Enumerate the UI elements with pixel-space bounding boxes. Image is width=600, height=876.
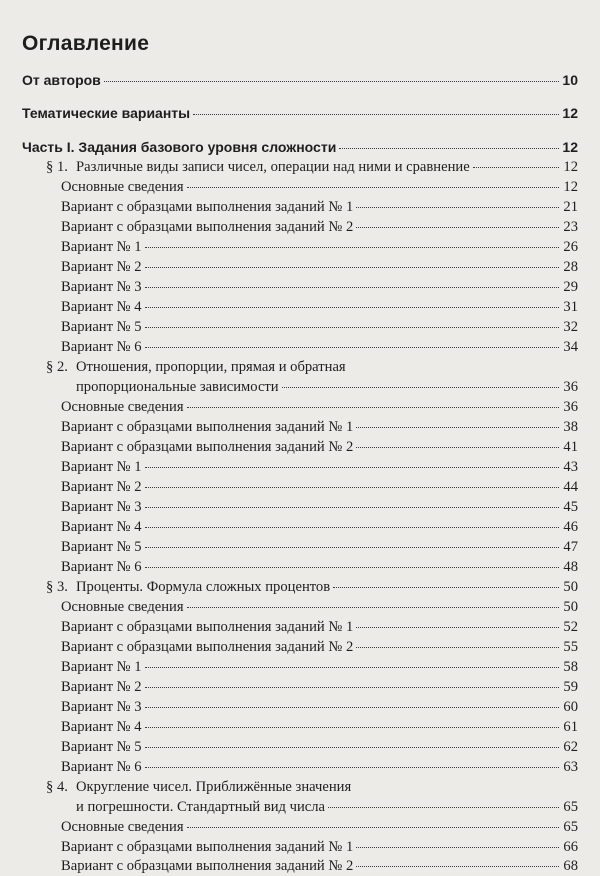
toc-entry-s1-variant-2[interactable] <box>61 259 578 276</box>
toc-entry-title: Вариант № 4 <box>61 519 142 535</box>
dot-leader <box>328 806 559 808</box>
toc-entry-title: Основные сведения <box>61 179 184 195</box>
toc-section-1[interactable] <box>46 159 578 176</box>
toc-page-number: 68 <box>563 858 578 874</box>
toc-page-number: 52 <box>563 619 578 635</box>
dot-leader <box>145 706 559 708</box>
dot-leader <box>356 626 559 628</box>
dot-leader <box>145 306 559 308</box>
toc-entry-s4-example-2[interactable] <box>61 858 578 875</box>
dot-leader <box>333 586 559 588</box>
toc-page-number: 59 <box>563 679 578 695</box>
toc-page-number: 65 <box>563 819 578 835</box>
toc-entry-s1-variant-3[interactable] <box>61 279 578 296</box>
dot-leader <box>145 666 559 668</box>
toc-entry-s2-variant-5[interactable] <box>61 539 578 556</box>
toc-entry-title: Различные виды записи чисел, операции над ними и сравнение <box>76 159 470 175</box>
toc-page-number: 43 <box>563 459 578 475</box>
toc-page-number: 21 <box>563 199 578 215</box>
dot-leader <box>356 206 559 208</box>
toc-entry-title: Вариант № 2 <box>61 479 142 495</box>
toc-page-number: 29 <box>563 279 578 295</box>
dot-leader <box>193 113 559 115</box>
section-number: § 1. <box>46 159 68 175</box>
toc-page-number: 44 <box>563 479 578 495</box>
toc-entry-s2-example-2[interactable] <box>61 439 578 456</box>
dot-leader <box>473 166 559 168</box>
dot-leader <box>145 286 559 288</box>
dot-leader <box>187 406 559 408</box>
toc-page-number: 63 <box>563 759 578 775</box>
toc-page-number: 65 <box>563 799 578 815</box>
toc-entry-title: Вариант с образцами выполнения заданий № 2 <box>61 219 354 235</box>
toc-entry-title: Проценты. Формула сложных процентов <box>76 579 331 595</box>
dot-leader <box>145 246 559 248</box>
toc-entry-title: Вариант с образцами выполнения заданий № 1 <box>61 619 354 635</box>
toc-entry-title: Вариант № 2 <box>61 679 142 695</box>
toc-entry-title: Вариант № 5 <box>61 739 142 755</box>
toc-page-number: 61 <box>563 719 578 735</box>
dot-leader <box>145 546 559 548</box>
toc-entry-title: Вариант с образцами выполнения заданий № 2 <box>61 439 354 455</box>
toc-entry-s3-variant-2[interactable] <box>61 679 578 696</box>
toc-entry-title: Тематические варианты <box>22 105 191 121</box>
toc-entry-s1-basic[interactable] <box>61 179 578 196</box>
toc-entry-s3-basic[interactable] <box>61 599 578 616</box>
toc-page-number: 62 <box>563 739 578 755</box>
toc-entry-title: Отношения, пропорции, прямая и обратная <box>76 359 346 375</box>
dot-leader <box>356 226 559 228</box>
toc-entry-s2-variant-3[interactable] <box>61 499 578 516</box>
toc-entry-s2-variant-6[interactable] <box>61 559 578 576</box>
toc-page-number: 46 <box>563 519 578 535</box>
toc-page-number: 47 <box>563 539 578 555</box>
toc-entry-s1-example-2[interactable] <box>61 219 578 236</box>
dot-leader <box>145 746 559 748</box>
toc-page-number: 60 <box>563 699 578 715</box>
toc-entry-title: Основные сведения <box>61 819 184 835</box>
dot-leader <box>339 147 559 149</box>
toc-entry-title: Вариант № 6 <box>61 339 142 355</box>
toc-entry-title: Округление чисел. Приближённые значения <box>76 779 352 795</box>
toc-entry-s3-variant-6[interactable] <box>61 759 578 776</box>
toc-entry-title: Основные сведения <box>61 599 184 615</box>
toc-entry-s1-variant-6[interactable] <box>61 339 578 356</box>
toc-page-number: 36 <box>563 399 578 415</box>
toc-page-number: 32 <box>563 319 578 335</box>
toc-entry-s3-variant-4[interactable] <box>61 719 578 736</box>
toc-entry-title: Вариант № 5 <box>61 319 142 335</box>
toc-entry-title: Вариант № 4 <box>61 719 142 735</box>
toc-section-4[interactable] <box>76 799 578 816</box>
toc-page-number: 48 <box>563 559 578 575</box>
toc-page-number: 41 <box>563 439 578 455</box>
toc-entry-s2-example-1[interactable] <box>61 419 578 436</box>
section-number: § 3. <box>46 579 68 595</box>
toc-entry-title: пропорциональные зависимости <box>76 379 279 395</box>
toc-entry-s3-variant-5[interactable] <box>61 739 578 756</box>
toc-entry-title: Вариант № 6 <box>61 759 142 775</box>
toc-page-number: 66 <box>563 839 578 855</box>
toc-entry-s1-variant-1[interactable] <box>61 239 578 256</box>
toc-entry-title: Вариант с образцами выполнения заданий № 1 <box>61 199 354 215</box>
toc-section-2-line1[interactable] <box>46 359 346 376</box>
dot-leader <box>145 506 559 508</box>
toc-entry-title: Вариант с образцами выполнения заданий № 1 <box>61 839 354 855</box>
dot-leader <box>145 566 559 568</box>
toc-entry-title: От авторов <box>22 72 101 88</box>
dot-leader <box>145 486 559 488</box>
toc-entry-s3-example-1[interactable] <box>61 619 578 636</box>
toc-entry-s3-example-2[interactable] <box>61 639 578 656</box>
toc-page-number: 45 <box>563 499 578 515</box>
toc-entry-title: и погрешности. Стандартный вид числа <box>76 799 325 815</box>
toc-page-number: 12 <box>562 139 578 155</box>
toc-entry-s2-variant-2[interactable] <box>61 479 578 496</box>
toc-entry-title: Вариант № 3 <box>61 499 142 515</box>
dot-leader <box>356 846 559 848</box>
dot-leader <box>145 766 559 768</box>
page-title: Оглавление <box>22 32 150 55</box>
toc-entry-title: Вариант № 1 <box>61 659 142 675</box>
dot-leader <box>145 726 559 728</box>
toc-page-number: 31 <box>563 299 578 315</box>
toc-entry-title: Вариант № 3 <box>61 279 142 295</box>
toc-entry-title: Часть I. Задания базового уровня сложности <box>22 139 337 155</box>
toc-section-2[interactable] <box>76 379 578 396</box>
toc-entry-s2-variant-1[interactable] <box>61 459 578 476</box>
dot-leader <box>145 326 559 328</box>
toc-page-number: 10 <box>562 72 578 88</box>
toc-page-number: 23 <box>563 219 578 235</box>
dot-leader <box>187 186 559 188</box>
toc-entry-s1-variant-4[interactable] <box>61 299 578 316</box>
toc-page-number: 12 <box>563 179 578 195</box>
dot-leader <box>145 466 559 468</box>
toc-entry-title: Вариант № 2 <box>61 259 142 275</box>
toc-page-number: 12 <box>562 105 578 121</box>
toc-section-3[interactable] <box>46 579 578 596</box>
toc-entry-title: Вариант № 1 <box>61 239 142 255</box>
toc-page-number: 50 <box>563 599 578 615</box>
dot-leader <box>145 686 559 688</box>
toc-entry-s4-example-1[interactable] <box>61 839 578 856</box>
toc-entry-title: Вариант № 4 <box>61 299 142 315</box>
toc-entry-thematic[interactable] <box>22 105 578 121</box>
toc-entry-title: Вариант с образцами выполнения заданий № 2 <box>61 639 354 655</box>
toc-entry-title: Вариант № 3 <box>61 699 142 715</box>
toc-entry-part1[interactable] <box>22 139 578 155</box>
toc-entry-title: Основные сведения <box>61 399 184 415</box>
section-number: § 2. <box>46 359 68 375</box>
toc-section-4-line1[interactable] <box>46 779 351 796</box>
toc-page-number: 38 <box>563 419 578 435</box>
dot-leader <box>356 446 559 448</box>
toc-page-number: 58 <box>563 659 578 675</box>
dot-leader <box>145 266 559 268</box>
dot-leader <box>145 526 559 528</box>
toc-entry-s1-variant-5[interactable] <box>61 319 578 336</box>
toc-entry-s3-variant-3[interactable] <box>61 699 578 716</box>
toc-entry-title: Вариант № 6 <box>61 559 142 575</box>
dot-leader <box>356 865 559 867</box>
dot-leader <box>187 826 559 828</box>
toc-page-number: 28 <box>563 259 578 275</box>
toc-page-number: 26 <box>563 239 578 255</box>
toc-entry-title: Вариант с образцами выполнения заданий № 1 <box>61 419 354 435</box>
dot-leader <box>282 386 559 388</box>
toc-entry-s2-basic[interactable] <box>61 399 578 416</box>
dot-leader <box>145 346 559 348</box>
toc-page-number: 34 <box>563 339 578 355</box>
toc-entry-s4-basic[interactable] <box>61 819 578 836</box>
toc-entry-authors[interactable] <box>22 72 578 88</box>
dot-leader <box>187 606 559 608</box>
dot-leader <box>356 646 559 648</box>
toc-entry-title: Вариант № 1 <box>61 459 142 475</box>
toc-entry-s3-variant-1[interactable] <box>61 659 578 676</box>
dot-leader <box>356 426 559 428</box>
section-number: § 4. <box>46 779 68 795</box>
toc-page-number: 12 <box>563 159 578 175</box>
dot-leader <box>104 80 559 82</box>
toc-entry-s1-example-1[interactable] <box>61 199 578 216</box>
toc-page-number: 50 <box>563 579 578 595</box>
toc-entry-title: Вариант № 5 <box>61 539 142 555</box>
toc-page-number: 55 <box>563 639 578 655</box>
toc-entry-s2-variant-4[interactable] <box>61 519 578 536</box>
toc-entry-title: Вариант с образцами выполнения заданий № 2 <box>61 858 354 874</box>
toc-page-number: 36 <box>563 379 578 395</box>
